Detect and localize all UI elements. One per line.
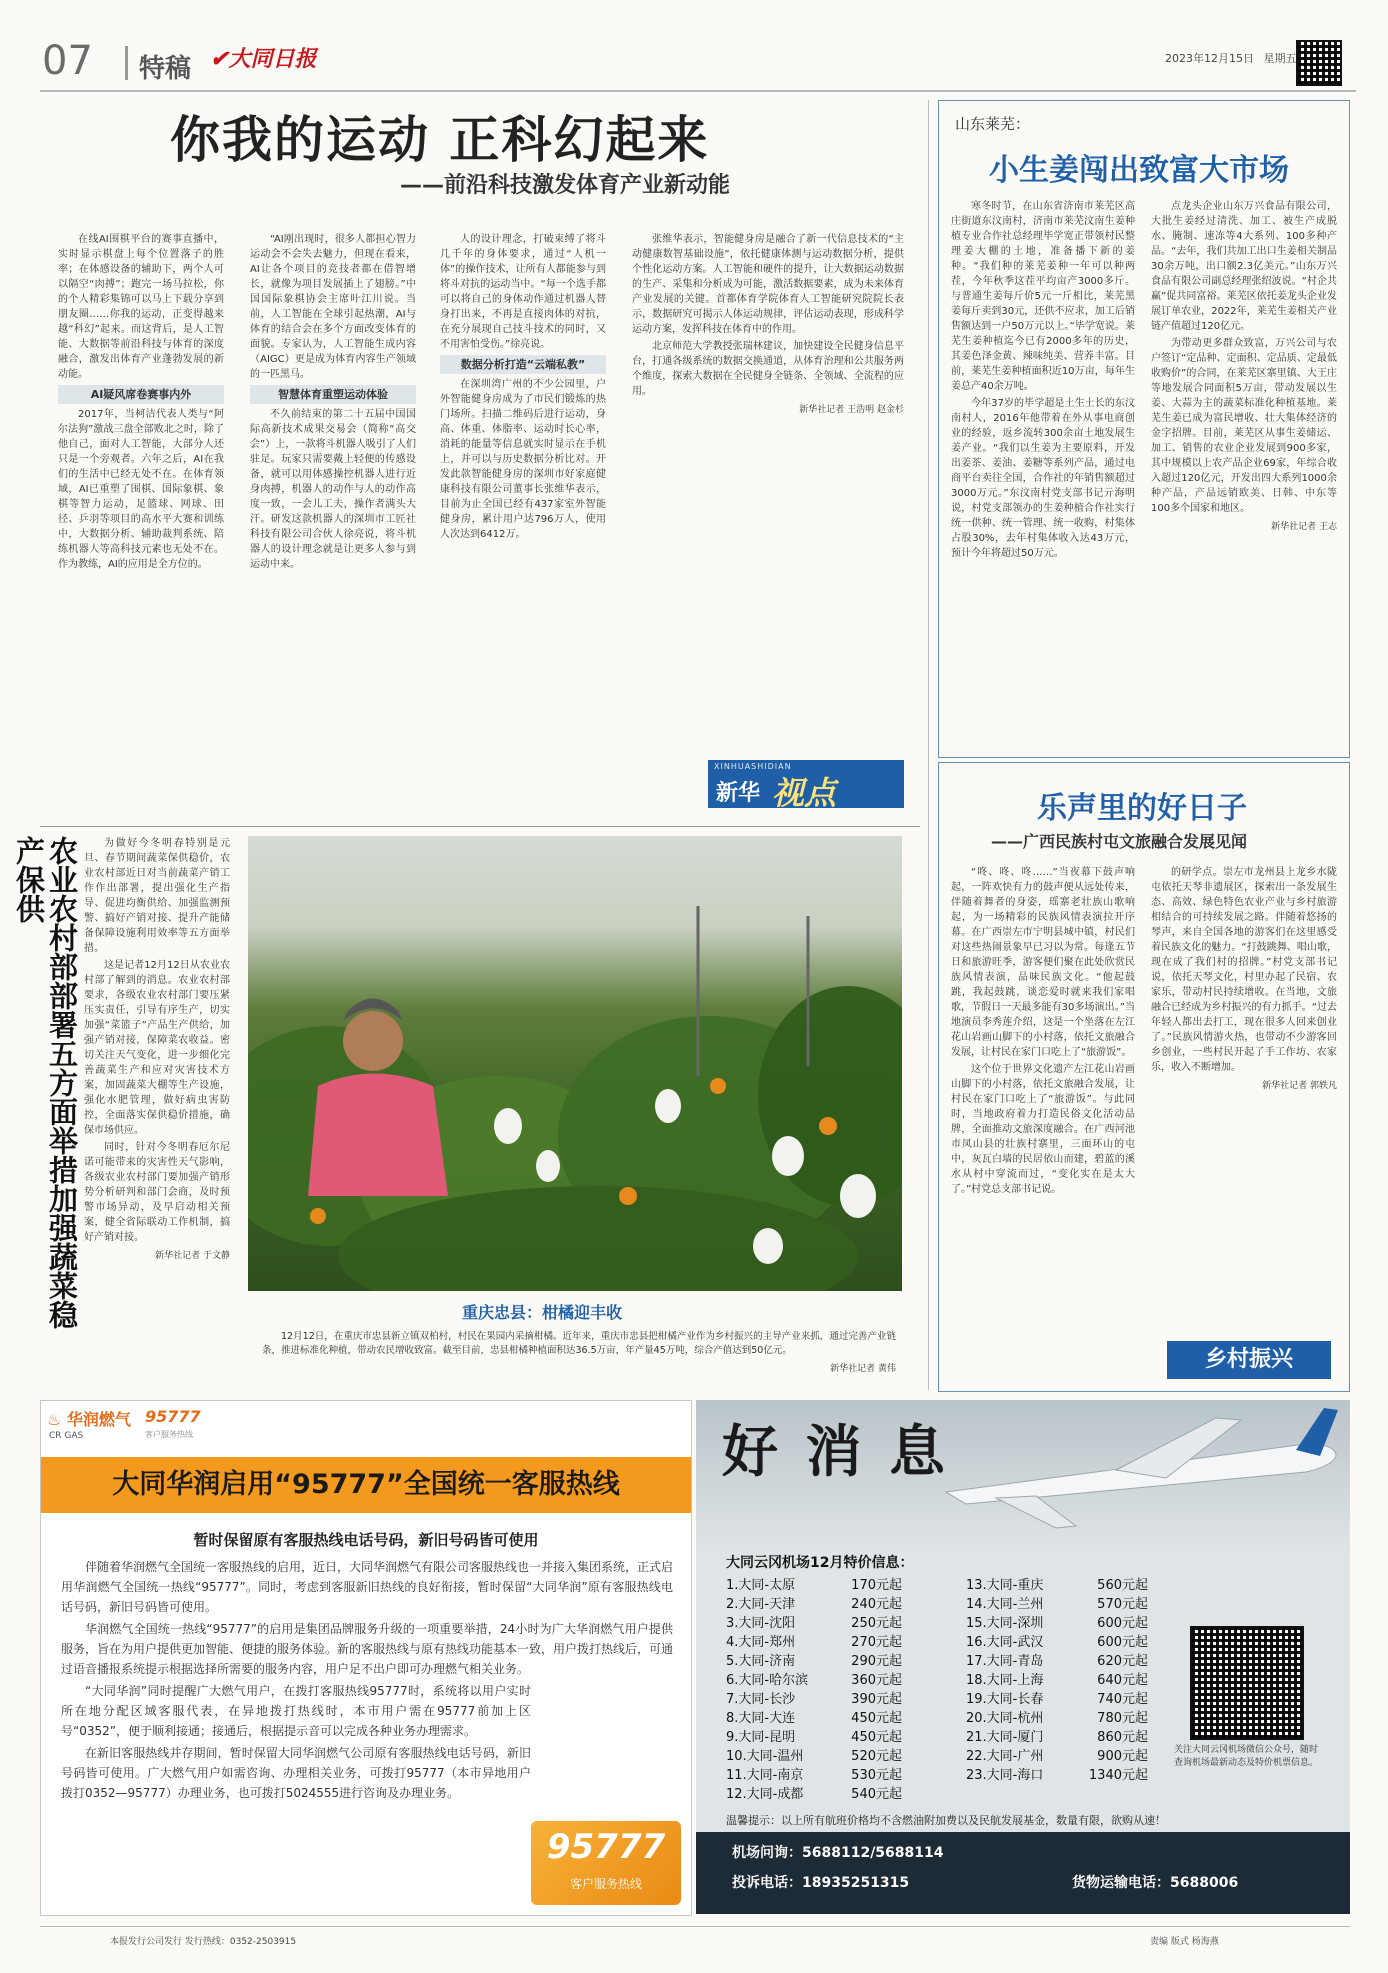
right1-title: 小生姜闯出致富大市场 bbox=[989, 153, 1289, 188]
route-price: 170元起 bbox=[851, 1578, 902, 1593]
paper-logo-mark: ✔ bbox=[210, 46, 229, 72]
airport-intro: 大同云冈机场12月特价信息： bbox=[726, 1555, 914, 1571]
airport-title: 好 消 息 bbox=[722, 1420, 949, 1485]
route-row bbox=[726, 1747, 902, 1766]
route-row bbox=[966, 1652, 1148, 1671]
route-price: 860元起 bbox=[1097, 1730, 1148, 1745]
left-story-body bbox=[84, 836, 230, 1376]
right1-col-1-para: 寒冬时节，在山东省济南市莱芜区高庄街道东汶南村，济南市莱芜汶南生姜种植专业合作社总经理毕学宽正带领村民整理姜大棚的土地，准备播下新的姜种。“我们种的莱芜姜种一年可以种两茬，今年秋季这茬平均亩产3000多斤。与普通生姜每斤价5元一斤相比，莱芜黑姜每斤卖到30元，还供不应求，加工后销售额达到一户50万元以上。”毕学宽说。莱芜生姜种植迄今已有2000多年的历史，其姜色泽金黄、辣味纯美、营养丰富。目前，莱芜生姜种植面积近10万亩，每年生姜总产40余万吨。 bbox=[951, 201, 1135, 392]
route-row bbox=[966, 1709, 1148, 1728]
route-price: 640元起 bbox=[1097, 1673, 1148, 1688]
right2-col-1-para: “咚、咚、咚……”当夜幕下鼓声响起，一阵欢快有力的鼓声便从远处传来，伴随着舞者的身姿，瑶寨老壮族山歌响起，为一场精彩的民族风情表演拉开序幕。在广西崇左市宁明县城中镇，村民们对这些热闹景象早已习以为常。每逢五节日和旅游旺季，游客便们聚在此处欣赏民族风情表演，品味民族文化。“他起鼓跳，我起鼓跳，谈恋爱时就来我们家唱歌，节假日一天最多能有30多场演出。”当地演员李秀莲介绍，这是一个坐落在左江花山岩画山脚下的小村落，依托文旅融合发展，让村民在家门口吃上了“旅游饭”。 bbox=[951, 867, 1135, 1058]
route-price: 620元起 bbox=[1097, 1654, 1148, 1669]
rural-tag bbox=[1167, 1341, 1331, 1379]
route-price: 270元起 bbox=[851, 1635, 902, 1650]
sales-contact bbox=[732, 1872, 909, 1892]
main-col-1 bbox=[58, 232, 224, 804]
route-name: 12.大同-成都 bbox=[726, 1787, 804, 1802]
routes-right bbox=[966, 1576, 1148, 1785]
main-subhead-3: 数据分析打造“云端私教” bbox=[440, 355, 606, 374]
route-price: 530元起 bbox=[851, 1768, 902, 1783]
airport-contact-bar bbox=[696, 1832, 1350, 1914]
route-row bbox=[726, 1614, 902, 1633]
airplane-icon bbox=[946, 1408, 1338, 1528]
right2-byline: 新华社记者 郭轶凡 bbox=[1262, 1081, 1337, 1091]
routes-left bbox=[726, 1576, 902, 1804]
route-price: 600元起 bbox=[1097, 1616, 1148, 1631]
main-col-4 bbox=[632, 232, 904, 804]
gas-para-3: “大同华润”同时提醒广大燃气用户，在拨打客服热线95777时，系统将以用户实时所在地分配区域客服代表，在异地拨打热线时，本市用户需在95777前加上区号“0352”，便于顺利接通；接通后，根据提示音可以完成各种业务办理需求。 bbox=[61, 1684, 531, 1738]
main-title: 你我的运动 正科幻起来 bbox=[170, 110, 710, 169]
route-price: 390元起 bbox=[851, 1692, 902, 1707]
left-story-para-1: 为做好今冬明春特别是元旦、春节期间蔬菜保供稳价，农业农村部近日对当前蔬菜产销工作作出部署，提出强化生产指导、促进均衡供给、加强监测预警、搞好产销对接、提升产能储备保障设施利用效率等五方面举措。 bbox=[84, 838, 230, 954]
route-row bbox=[726, 1709, 902, 1728]
route-row bbox=[726, 1671, 902, 1690]
left-story-title bbox=[12, 836, 79, 1356]
route-name: 16.大同-武汉 bbox=[966, 1635, 1044, 1650]
main-col-2 bbox=[250, 232, 416, 804]
route-name: 7.大同-长沙 bbox=[726, 1692, 796, 1707]
route-name: 17.大同-青岛 bbox=[966, 1654, 1044, 1669]
route-row bbox=[966, 1595, 1148, 1614]
main-col-3 bbox=[440, 232, 606, 804]
left-story-byline: 新华社记者 于文静 bbox=[155, 1251, 230, 1261]
route-name: 2.大同-天津 bbox=[726, 1597, 796, 1612]
route-price: 240元起 bbox=[851, 1597, 902, 1612]
gas-brand bbox=[47, 1407, 131, 1430]
gas-hotline-mini-logo: 95777 bbox=[145, 1407, 201, 1426]
route-row bbox=[966, 1633, 1148, 1652]
route-name: 10.大同-温州 bbox=[726, 1749, 804, 1764]
main-col-4-para-b: 北京师范大学教授张瑞林建议，加快建设全民健身信息平台，打通各级系统的数据交换通道，从体育治理和公共服务两个维度，探索大数据在全民健身全链条、全领域、全流程的应用。 bbox=[632, 341, 904, 397]
route-name: 6.大同-哈尔滨 bbox=[726, 1673, 809, 1688]
sales-label: 投诉电话： bbox=[732, 1875, 802, 1891]
footer-rule bbox=[40, 1926, 1350, 1927]
route-row bbox=[966, 1766, 1148, 1785]
main-col-1-para-b: 2017年，当柯洁代表人类与“阿尔法狗”激战三盘全部败北之时，除了他自己，面对人工智能，大部分人还只是一个旁观者。六年之后，AI在我们的生活中已经无处不在。在体育领域，AI已重塑了围棋、国际象棋、象棋等智力运动，足篮球、网球、田径、乒羽等项目的高水平大赛和训练中，大数据分析、辅助裁判系统、陪练机器人等高科技元素也无处不在。作为教练，AI的应用是全方位的。 bbox=[58, 409, 224, 570]
right-story-1 bbox=[938, 100, 1350, 758]
main-right-divider bbox=[928, 100, 929, 1390]
xinhua-name2: 视点 bbox=[772, 774, 837, 812]
route-name: 21.大同-厦门 bbox=[966, 1730, 1044, 1745]
xinhua-brand bbox=[708, 760, 904, 812]
right2-col-1-para-b: 这个位于世界文化遗产左江花山岩画山脚下的小村落，依托文旅融合发展，让村民在家门口吃上了“旅游饭”。与此同时，当地政府着力打造民俗文化活动品牌，全面推动文旅深度融合。在广西河池市凤山县的壮族村寨里，三面环山的屯中，灰瓦白墙的民居依山而建，碧蓝的溪水从村中穿流而过，“变化实在是太大了。”村党总支部书记说。 bbox=[951, 1064, 1135, 1195]
route-row bbox=[966, 1728, 1148, 1747]
airport-notice: 温馨提示：以上所有航班价格均不含燃油附加费以及民航发展基金，数量有限，欲购从速！ bbox=[726, 1814, 1166, 1827]
route-row bbox=[726, 1595, 902, 1614]
route-row bbox=[726, 1576, 902, 1595]
main-col-3-para: 人的设计理念，打破束缚了将斗几千年的身体要求，通过“人机一体”的操作技术，让所有人都能参与到将斗对抗的运动当中。“每一个选手都可以将自己的身体动作通过机器人替身打出来，不再是直接肉体的对抗，在充分展现自己技斗技术的同时，又不用害怕受伤。”徐亮说。 bbox=[440, 234, 606, 350]
left-story-top-rule bbox=[40, 826, 920, 827]
date-text: 2023年12月15日 bbox=[1165, 52, 1254, 65]
right2-col-2 bbox=[1151, 865, 1337, 1335]
gas-big-logo-number: 95777 bbox=[546, 1827, 666, 1867]
route-row bbox=[726, 1728, 902, 1747]
main-byline: 新华社记者 王浩明 赵金杉 bbox=[799, 405, 904, 415]
route-price: 570元起 bbox=[1097, 1597, 1148, 1612]
gas-subtitle: 暂时保留原有客服热线电话号码，新旧号码皆可使用 bbox=[193, 1531, 539, 1549]
route-name: 22.大同-广州 bbox=[966, 1749, 1044, 1764]
gas-brand-name: 华润燃气 bbox=[66, 1410, 131, 1429]
route-price: 290元起 bbox=[851, 1654, 902, 1669]
right1-col-1-para-b: 今年37岁的毕学超是土生土长的东汶南村人，2016年他带着在外从事电商创业的经验，返乡流转300余亩土地发展生姜产业。“我们以生姜为主要原料，开发出姜茶、姜油、姜糖等系列产品，通过电商平台卖往全国，合作社的年销售额超过3000万元。”东汶南村党支部书记亓海明说，村党支部领办的生姜种植合作社实行统一供种、统一管理、统一收购，村集体占股30%，去年村集体收入达43万元，预计今年将超过50万元。 bbox=[951, 398, 1135, 559]
gas-para-1: 伴随着华润燃气全国统一客服热线的启用，近日，大同华润燃气有限公司客服热线也一并接入集团系统，正式启用华润燃气全国统一热线“95777”。同时，考虑到客服新旧热线的良好衔接，暂时保留“大同华润”原有客服热线电话号码，新旧号码皆可使用。 bbox=[61, 1560, 673, 1614]
route-row bbox=[966, 1671, 1148, 1690]
route-row bbox=[726, 1690, 902, 1709]
route-name: 9.大同-昆明 bbox=[726, 1730, 796, 1745]
orchard-photo-art bbox=[248, 836, 902, 1291]
right2-title: 乐声里的好日子 bbox=[1037, 791, 1247, 826]
left-story-title-text: 农业农村部部署五方面举措加强蔬菜稳产保供 bbox=[12, 836, 79, 1329]
cargo-label: 货物运输电话： bbox=[1072, 1875, 1170, 1891]
gas-para-2: 华润燃气全国统一热线“95777”的启用是集团品牌服务升级的一项重要举措，24小时为广大华润燃气用户提供服务，旨在为用户提供更加智能、便捷的服务体验。新的客服热线与原有热线功能基本一致，用户拨打热线后，可通过语音播报系统提示根据选择所需要的服务内容，用户足不出户即可办理燃气相关业务。 bbox=[61, 1622, 673, 1676]
gas-big-logo-sub: 客户服务热线 bbox=[569, 1877, 642, 1891]
route-row bbox=[966, 1576, 1148, 1595]
orchard-photo bbox=[248, 836, 902, 1291]
airport-ad bbox=[696, 1400, 1350, 1914]
gas-ad bbox=[40, 1400, 692, 1916]
gas-title: 大同华润启用“95777”全国统一客服热线 bbox=[112, 1469, 620, 1500]
counter-contact bbox=[732, 1842, 944, 1862]
right1-kicker: 山东莱芜： bbox=[955, 115, 1031, 133]
main-subhead-1: AI疑风席卷赛事内外 bbox=[58, 385, 224, 404]
route-name: 20.大同-杭州 bbox=[966, 1711, 1044, 1726]
route-name: 13.大同-重庆 bbox=[966, 1578, 1044, 1593]
route-row bbox=[966, 1747, 1148, 1766]
route-name: 23.大同-海口 bbox=[966, 1768, 1044, 1783]
footer-right: 责编 版式 杨海燕 bbox=[1150, 1937, 1219, 1947]
route-row bbox=[726, 1766, 902, 1785]
gas-hotline-mini-sub: 客户服务热线 bbox=[145, 1430, 193, 1439]
photo-caption-text: 12月12日，在重庆市忠县新立镇双柏村，村民在果园内采摘柑橘。近年来，重庆市忠县把柑橘产业作为乡村振兴的主导产业来抓，通过完善产业链条，推进标准化种植，带动农民增收致富。截至目前，忠县柑橘种植面积达36.5万亩，年产量45万吨，综合产值达到50亿元。 bbox=[262, 1331, 896, 1356]
route-price: 780元起 bbox=[1097, 1711, 1148, 1726]
paper-name: 大同日报 bbox=[228, 46, 317, 72]
header-qr-code bbox=[1296, 40, 1342, 86]
route-price: 540元起 bbox=[851, 1787, 902, 1802]
gas-brand-en: CR GAS bbox=[49, 1431, 84, 1441]
counter-label: 机场问询： bbox=[732, 1845, 802, 1861]
left-story-para-3: 同时，针对今冬明春厄尔尼诺可能带来的灾害性天气影响，各级农业农村部门要加强产销形势分析研判和部门会商，及时预警市场异动，及早启动相关预案，健全省际联动工作机制，搞好产销对接。 bbox=[84, 1142, 230, 1243]
route-row bbox=[726, 1785, 902, 1804]
paper-logo bbox=[210, 42, 316, 73]
section-name: 特稿 bbox=[139, 54, 192, 84]
route-price: 250元起 bbox=[851, 1616, 902, 1631]
photo-byline: 新华社记者 黄伟 bbox=[830, 1364, 896, 1374]
gas-para-4: 在新旧客服热线并存期间，暂时保留大同华润燃气公司原有客服热线电话号码，新旧号码皆可使用。广大燃气用户如需咨询、办理相关业务，可拨打95777（本市异地用户拨打0352—95777）办理业务，也可拨打5024555进行咨询及办理业务。 bbox=[61, 1746, 531, 1800]
right1-col-2 bbox=[1151, 199, 1337, 744]
right1-col-2-para: 点龙头企业山东万兴食品有限公司，大批生姜经过清洗、加工、被生产成脱水、腌制、速冻等4大系列、100多种产品。“去年，我们共加工出口生姜相关制品30余万吨，出口额2.3亿美元。”山东万兴食品有限公司副总经理张绍波说。“村企共赢”促共同富裕。莱芜区依托姜龙头企业发展订单农业，2022年，莱芜生姜相关产业链产值超过120亿元。 bbox=[1151, 201, 1337, 332]
gas-title-bar bbox=[41, 1457, 691, 1513]
airport-qr-code bbox=[1190, 1626, 1304, 1740]
airport-qr-caption: 关注大同云冈机场微信公众号，随时查询机场最新动态及特价机票信息。 bbox=[1174, 1745, 1319, 1768]
main-col-4-para: 张维华表示，智能健身房是融合了新一代信息技术的“主动健康数智基础设施”，依托健康体测与运动数据分析，提供个性化运动方案。人工智能和硬件的提升，让大数据运动数据的生产、采集和分析成为可能，激活数据要素，成为未来体育产业发展的关键。首都体育学院体育人工智能研究院院长表示，数据研究可揭示人体运动规律，评估运动表现，形成科学运动方案，发挥科技在体育中的作用。 bbox=[632, 234, 904, 335]
page-header bbox=[0, 0, 1388, 84]
gas-big-logo bbox=[531, 1821, 681, 1905]
route-name: 15.大同-深圳 bbox=[966, 1616, 1044, 1631]
right2-col-1 bbox=[951, 865, 1135, 1381]
route-name: 19.大同-长春 bbox=[966, 1692, 1044, 1707]
route-price: 600元起 bbox=[1097, 1635, 1148, 1650]
left-story-para-2: 这是记者12月12日从农业农村部了解到的消息。农业农村部要求，各级农业农村部门要压紧压实责任，引导有序生产，切实加强“菜篮子”产品生产供给，加强产销对接，保障菜农收益。密切关注天气变化，进一步细化完善蔬菜生产和应对灾害技术方案，加固蔬菜大棚等生产设施，强化水肥管理，做好病虫害防控，全面落实保供稳价措施，确保市场供应。 bbox=[84, 960, 230, 1136]
footer-left: 本报发行公司发行 发行热线：0352-2503915 bbox=[110, 1937, 297, 1947]
route-name: 11.大同-南京 bbox=[726, 1768, 804, 1783]
counter-phone: 5688112/5688114 bbox=[802, 1845, 944, 1861]
route-name: 1.大同-太原 bbox=[726, 1578, 796, 1593]
route-name: 3.大同-沈阳 bbox=[726, 1616, 796, 1631]
xinhua-pinyin: XINHUASHIDIAN bbox=[714, 762, 792, 771]
main-col-2-para-b: 不久前结束的第二十五届中国国际高新技术成果交易会（简称“高交会”）上，一款将斗机器人吸引了人们驻足。玩家只需要戴上轻便的传感设备，就可以用体感操控机器人进行近身肉搏，机器人的动作与人的动作高度一致，一会儿工夫，操作者满头大汗。研发这款机器人的深圳市工匠社科技有限公司合伙人徐亮说，将斗机器人的设计理念就是让更多人参与到运动中来。 bbox=[250, 409, 416, 570]
route-name: 4.大同-郑州 bbox=[726, 1635, 796, 1650]
rural-tag-label: 乡村振兴 bbox=[1204, 1347, 1293, 1372]
route-price: 560元起 bbox=[1097, 1578, 1148, 1593]
right1-col-1 bbox=[951, 199, 1135, 744]
right-story-2 bbox=[938, 762, 1350, 1392]
page-number: 07 bbox=[42, 38, 93, 84]
route-price: 450元起 bbox=[851, 1711, 902, 1726]
flame-icon: ♨ bbox=[47, 1410, 62, 1429]
weekday-text: 星期五 bbox=[1263, 52, 1297, 65]
sales-phone: 18935251315 bbox=[802, 1875, 910, 1891]
right1-col-2-para-b: 为带动更多群众致富，万兴公司与农户签订“定品种、定面积、定品质、定最低收购价”的合同，在莱芜区寨里镇、大王庄等地发展合同面积5万亩，带动发展以生姜、大蒜为主的蔬菜标准化种植基地。莱芜生姜已成为富民增收、壮大集体经济的金字招牌。目前，莱芜区从事生姜储运、加工、销售的农业企业发展到900多家，其中规模以上农产品企业69家，年综合收入超过120亿元，开发出四大系列1000余种产品，产品远销欧美、日韩、中东等100多个国家和地区。 bbox=[1151, 338, 1337, 514]
route-price: 360元起 bbox=[851, 1673, 902, 1688]
route-price: 450元起 bbox=[851, 1730, 902, 1745]
route-name: 8.大同-大连 bbox=[726, 1711, 796, 1726]
route-row bbox=[726, 1652, 902, 1671]
main-subhead-2: 智慧体育重塑运动体验 bbox=[250, 385, 416, 404]
route-row bbox=[966, 1690, 1148, 1709]
header-divider bbox=[125, 46, 128, 80]
route-row bbox=[726, 1633, 902, 1652]
route-price: 740元起 bbox=[1097, 1692, 1148, 1707]
cargo-contact bbox=[1072, 1872, 1238, 1892]
photo-caption-title: 重庆忠县：柑橘迎丰收 bbox=[462, 1303, 623, 1322]
issue-date bbox=[1165, 50, 1297, 66]
main-col-3-para-b: 在深圳湾广州的不少公园里，户外智能健身房成为了市民们锻炼的热门场所。扫描二维码后进行运动，身高、体重、体脂率、运动时长心率，消耗的能量等信息就实时显示在手机上，并可以与历史数据分析比对。开发此款智能健身房的深圳市好家庭健康科技有限公司董事长张维华表示，目前为止全国已经有437家室外智能健身房，累计用户达796万人，使用人次达到6412万。 bbox=[440, 379, 606, 540]
main-subtitle: ——前沿科技激发体育产业新动能 bbox=[400, 173, 731, 198]
route-name: 14.大同-兰州 bbox=[966, 1597, 1044, 1612]
route-price: 900元起 bbox=[1097, 1749, 1148, 1764]
header-rule bbox=[40, 90, 1356, 92]
right2-col-2-para: 的研学点。崇左市龙州县上龙乡水陇屯依托天琴非遗展区，探索出一条发展生态、高效、绿色特色农业产业与乡村旅游相结合的可持续发展之路。伴随着悠扬的琴声，来自全国各地的游客们在这里感受着民族文化的魅力。“打鼓跳舞、唱山歌，现在成了我们村的招牌。”村党支部书记说，依托天琴文化，村里办起了民宿、农家乐，带动村民持续增收。在当地，文旅融合已经成为乡村振兴的有力抓手。“过去年轻人都出去打工，现在很多人回来创业了。”民族风情游火热，也带动不少游客回乡创业，一些村民开起了手工作坊、农家乐，收入不断增加。 bbox=[1151, 867, 1337, 1073]
route-price: 520元起 bbox=[851, 1749, 902, 1764]
main-col-2-para: “AI刚出现时，很多人都担心智力运动会不会失去魅力，但现在看来，AI让各个项目的竞技者都在借智增长，就像为项目发展插上了翅膀。”中国国际象棋协会主席叶江川说。当前，人工智能在全球引起热潮，AI与体育的结合会在多个方面改变体育的面貌。专家认为，人工智能生成内容（AIGC）更是成为体育内容生产领域的一匹黑马。 bbox=[250, 234, 416, 380]
cargo-phone: 5688006 bbox=[1170, 1875, 1239, 1891]
route-price: 1340元起 bbox=[1088, 1768, 1148, 1783]
xinhua-name1: 新华 bbox=[716, 781, 761, 806]
photo-caption bbox=[262, 1330, 896, 1390]
route-name: 5.大同-济南 bbox=[726, 1654, 796, 1669]
route-name: 18.大同-上海 bbox=[966, 1673, 1044, 1688]
right2-subtitle: ——广西民族村屯文旅融合发展见闻 bbox=[991, 832, 1248, 851]
right1-byline: 新华社记者 王志 bbox=[1271, 522, 1337, 532]
main-col-1-para: 在线AI围棋平台的赛事直播中，实时显示棋盘上每个位置落子的胜率；在体感设备的辅助下，两个人可以隔空“肉搏”；跑完一场马拉松，你的个人精彩集锦可以马上下载分享到朋友圈……你我的运动，正变得越来越“科幻”起来。而这背后，是人工智能、大数据等前沿科技与体育的深度融合，激发出体育产业蓬勃发展的新动能。 bbox=[58, 234, 224, 380]
route-row bbox=[966, 1614, 1148, 1633]
